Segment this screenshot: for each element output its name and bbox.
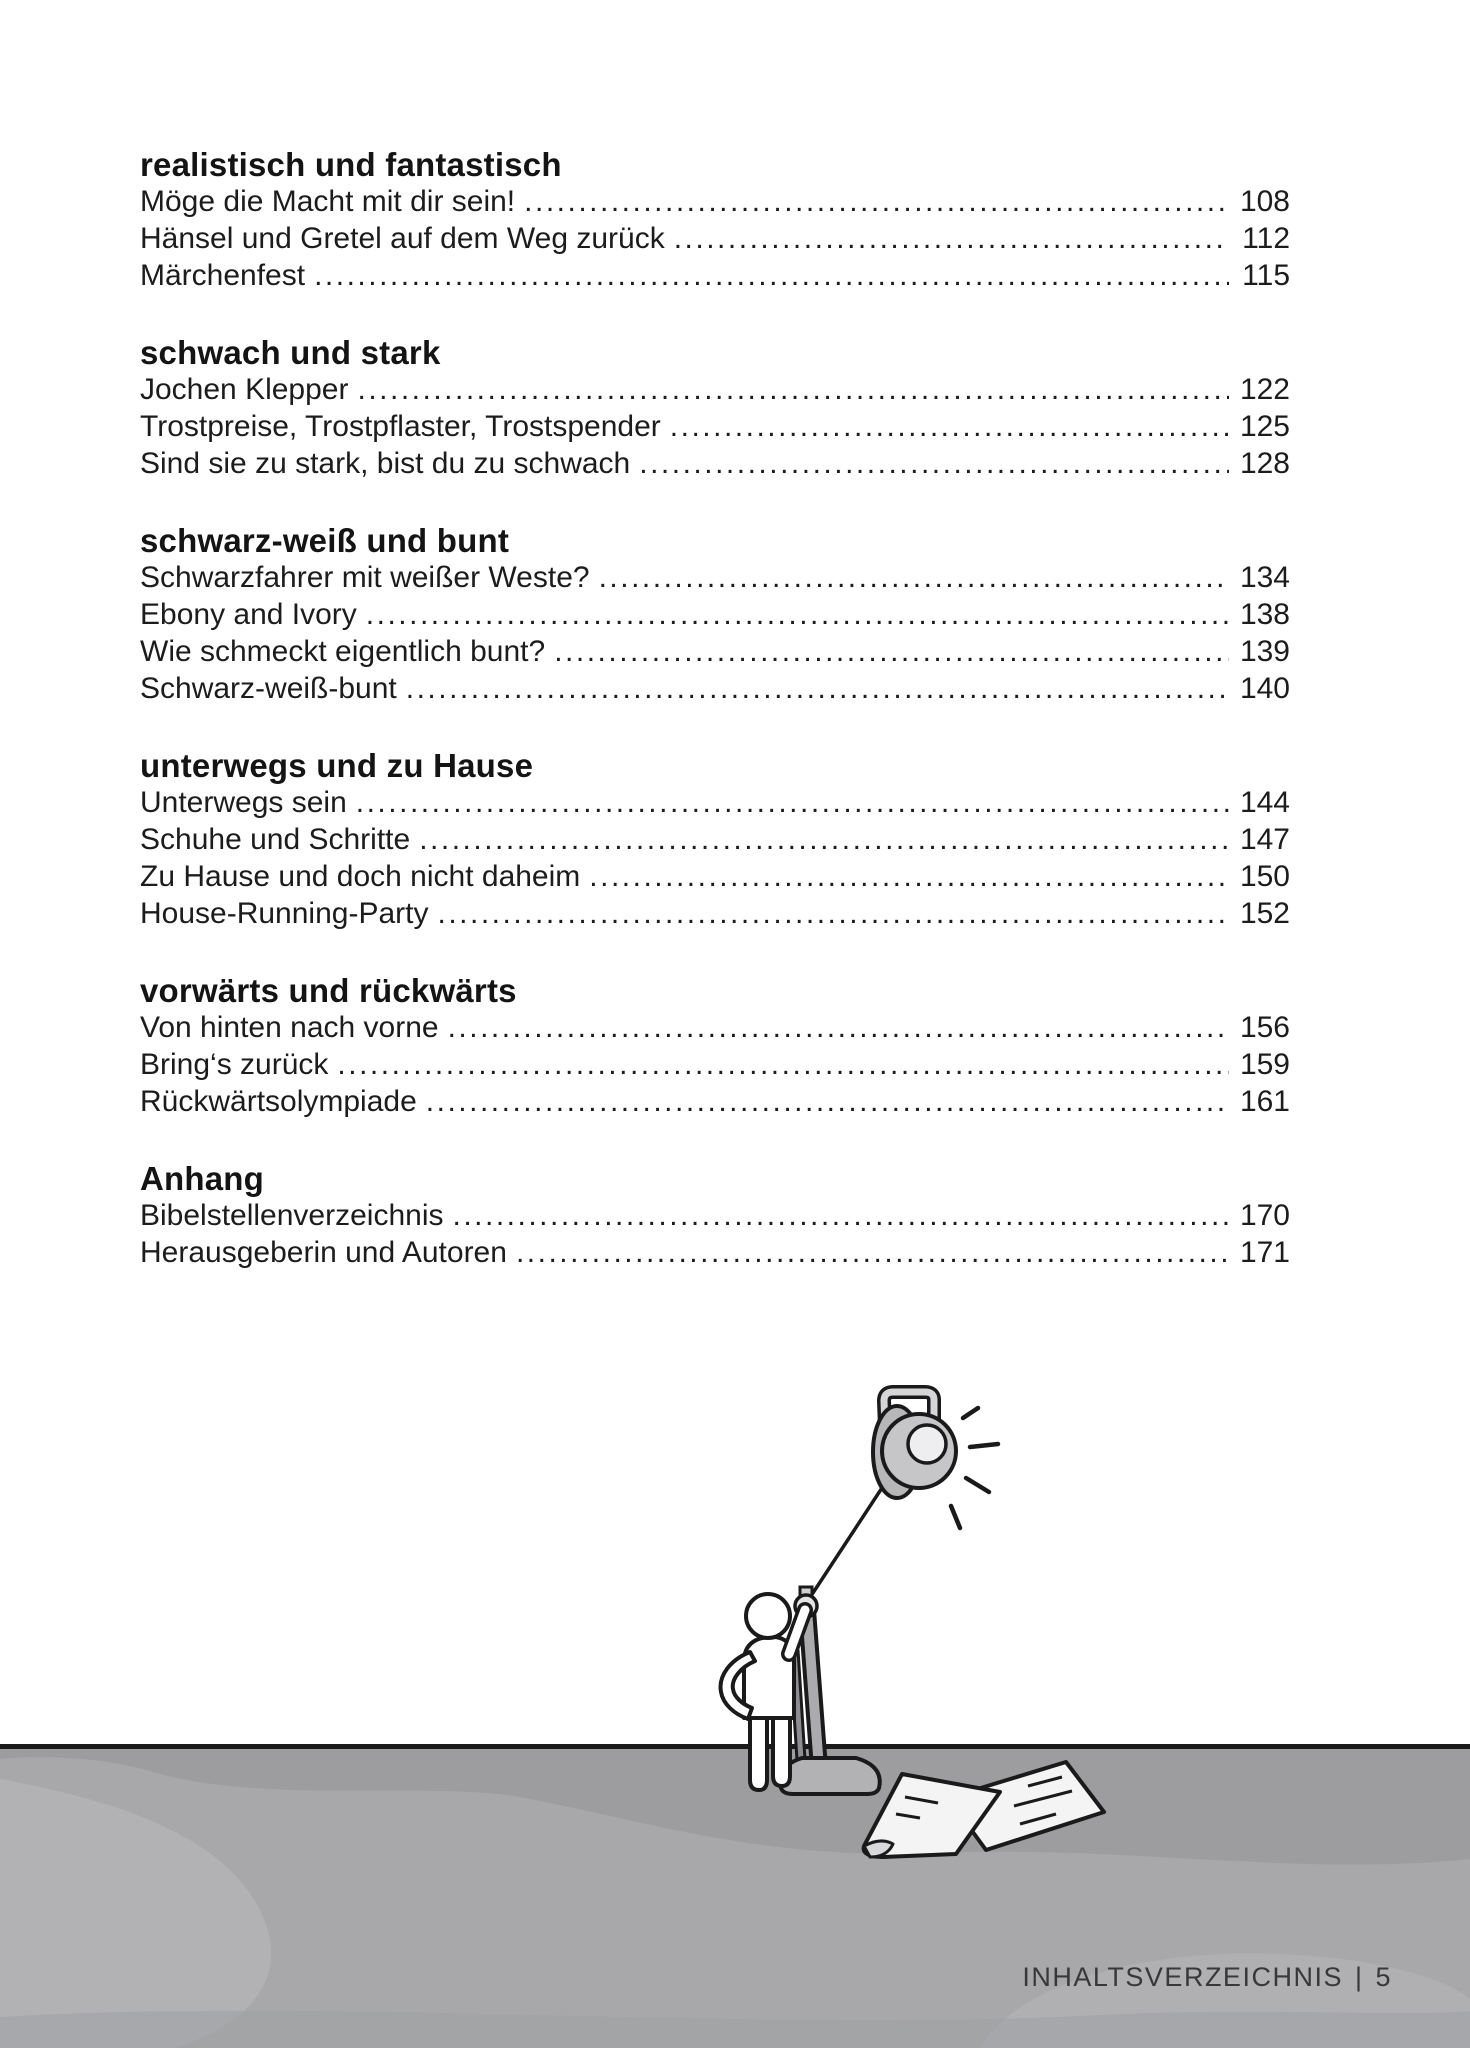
footer-label: INHALTSVERZEICHNIS bbox=[1022, 1962, 1343, 1992]
toc-section-schwarz-weiss-und-bunt bbox=[140, 523, 1290, 707]
toc-entry bbox=[140, 633, 1290, 670]
entry-title: Trostpreise, Trostpflaster, Trostspender bbox=[140, 410, 661, 443]
toc-entry bbox=[140, 559, 1290, 596]
light-rays-icon bbox=[951, 1408, 998, 1528]
dot-leader bbox=[516, 1234, 1229, 1271]
entry-title: Unterwegs sein bbox=[140, 786, 347, 819]
toc-entry bbox=[140, 1083, 1290, 1120]
entry-page-number: 122 bbox=[1239, 373, 1290, 406]
entry-page-number: 128 bbox=[1239, 447, 1290, 480]
table-of-contents bbox=[140, 147, 1290, 1271]
entry-page-number: 138 bbox=[1239, 598, 1290, 631]
footer-page-number: 5 bbox=[1375, 1962, 1392, 1992]
entry-title: Jochen Klepper bbox=[140, 373, 349, 406]
section-heading: vorwärts und rückwärts bbox=[140, 972, 517, 1009]
entry-page-number: 170 bbox=[1239, 1199, 1290, 1232]
toc-entry bbox=[140, 596, 1290, 633]
section-heading: schwach und stark bbox=[140, 334, 441, 371]
entry-page-number: 144 bbox=[1239, 786, 1290, 819]
entry-page-number: 108 bbox=[1239, 185, 1290, 218]
entry-title: Zu Hause und doch nicht daheim bbox=[140, 860, 581, 893]
entry-page-number: 112 bbox=[1242, 222, 1290, 255]
toc-entry bbox=[140, 408, 1290, 445]
dot-leader bbox=[406, 670, 1229, 707]
lamp-pole bbox=[807, 1610, 819, 1768]
toc-section-vorwaerts-und-rueckwaerts bbox=[140, 973, 1290, 1120]
entry-title: Bring‘s zurück bbox=[140, 1048, 329, 1081]
toc-entry bbox=[140, 445, 1290, 482]
entry-page-number: 156 bbox=[1239, 1011, 1290, 1044]
entry-page-number: 161 bbox=[1239, 1085, 1290, 1118]
footer-separator: | bbox=[1354, 1962, 1364, 1992]
entry-title: Hänsel und Gretel auf dem Weg zurück bbox=[140, 222, 665, 255]
toc-section-schwach-und-stark bbox=[140, 335, 1290, 482]
entry-title: Wie schmeckt eigentlich bunt? bbox=[140, 635, 546, 668]
section-heading: Anhang bbox=[140, 1160, 265, 1197]
spotlight-lamp-icon bbox=[873, 1406, 956, 1498]
dot-leader bbox=[419, 821, 1229, 858]
dot-leader bbox=[589, 858, 1229, 895]
toc-section-realistisch-und-fantastisch bbox=[140, 147, 1290, 294]
dot-leader bbox=[670, 408, 1229, 445]
toc-entry bbox=[140, 895, 1290, 932]
entry-title: Bibelstellenverzeichnis bbox=[140, 1199, 444, 1232]
entry-title: Schwarzfahrer mit weißer Weste? bbox=[140, 561, 590, 594]
entry-title: Ebony and Ivory bbox=[140, 598, 357, 631]
toc-section-unterwegs-und-zu-hause bbox=[140, 748, 1290, 932]
entry-title: Märchenfest bbox=[140, 259, 306, 292]
toc-entry bbox=[140, 257, 1290, 294]
dot-leader bbox=[314, 257, 1229, 294]
entry-page-number: 134 bbox=[1239, 561, 1290, 594]
entry-title: Möge die Macht mit dir sein! bbox=[140, 185, 516, 218]
dot-leader bbox=[337, 1046, 1229, 1083]
dot-leader bbox=[366, 596, 1229, 633]
entry-page-number: 152 bbox=[1239, 897, 1290, 930]
toc-entry bbox=[140, 220, 1290, 257]
dot-leader bbox=[524, 183, 1229, 220]
toc-entry bbox=[140, 784, 1290, 821]
dot-leader bbox=[437, 895, 1229, 932]
page-footer bbox=[1022, 1962, 1392, 1993]
entry-page-number: 115 bbox=[1242, 259, 1290, 292]
dot-leader bbox=[639, 445, 1229, 482]
dot-leader bbox=[554, 633, 1229, 670]
toc-entry bbox=[140, 821, 1290, 858]
toc-entry bbox=[140, 1234, 1290, 1271]
spotlight-figure-illustration bbox=[540, 1330, 1160, 1870]
papers bbox=[864, 1762, 1104, 1857]
section-heading: realistisch und fantastisch bbox=[140, 146, 562, 183]
entry-page-number: 171 bbox=[1239, 1236, 1290, 1269]
toc-entry bbox=[140, 858, 1290, 895]
section-heading: schwarz-weiß und bunt bbox=[140, 522, 510, 559]
entry-page-number: 125 bbox=[1239, 410, 1290, 443]
toc-section-anhang bbox=[140, 1161, 1290, 1271]
section-heading: unterwegs und zu Hause bbox=[140, 747, 534, 784]
entry-title: Rückwärtsolympiade bbox=[140, 1085, 417, 1118]
toc-entry bbox=[140, 183, 1290, 220]
dot-leader bbox=[426, 1083, 1229, 1120]
entry-page-number: 150 bbox=[1239, 860, 1290, 893]
toc-entry bbox=[140, 670, 1290, 707]
entry-page-number: 159 bbox=[1239, 1048, 1290, 1081]
entry-page-number: 139 bbox=[1239, 635, 1290, 668]
toc-entry bbox=[140, 1046, 1290, 1083]
entry-title: Sind sie zu stark, bist du zu schwach bbox=[140, 447, 631, 480]
entry-page-number: 147 bbox=[1239, 823, 1290, 856]
entry-page-number: 140 bbox=[1239, 672, 1290, 705]
toc-entry bbox=[140, 1197, 1290, 1234]
lamp-base bbox=[780, 1758, 880, 1794]
dot-leader bbox=[448, 1009, 1229, 1046]
entry-title: Schuhe und Schritte bbox=[140, 823, 411, 856]
entry-title: Von hinten nach vorne bbox=[140, 1011, 439, 1044]
dot-leader bbox=[674, 220, 1229, 257]
toc-entry bbox=[140, 371, 1290, 408]
entry-title: Herausgeberin und Autoren bbox=[140, 1236, 507, 1269]
entry-title: House-Running-Party bbox=[140, 897, 429, 930]
dot-leader bbox=[356, 784, 1229, 821]
dot-leader bbox=[357, 371, 1229, 408]
entry-title: Schwarz-weiß-bunt bbox=[140, 672, 397, 705]
dot-leader bbox=[453, 1197, 1230, 1234]
toc-entry bbox=[140, 1009, 1290, 1046]
dot-leader bbox=[599, 559, 1229, 596]
